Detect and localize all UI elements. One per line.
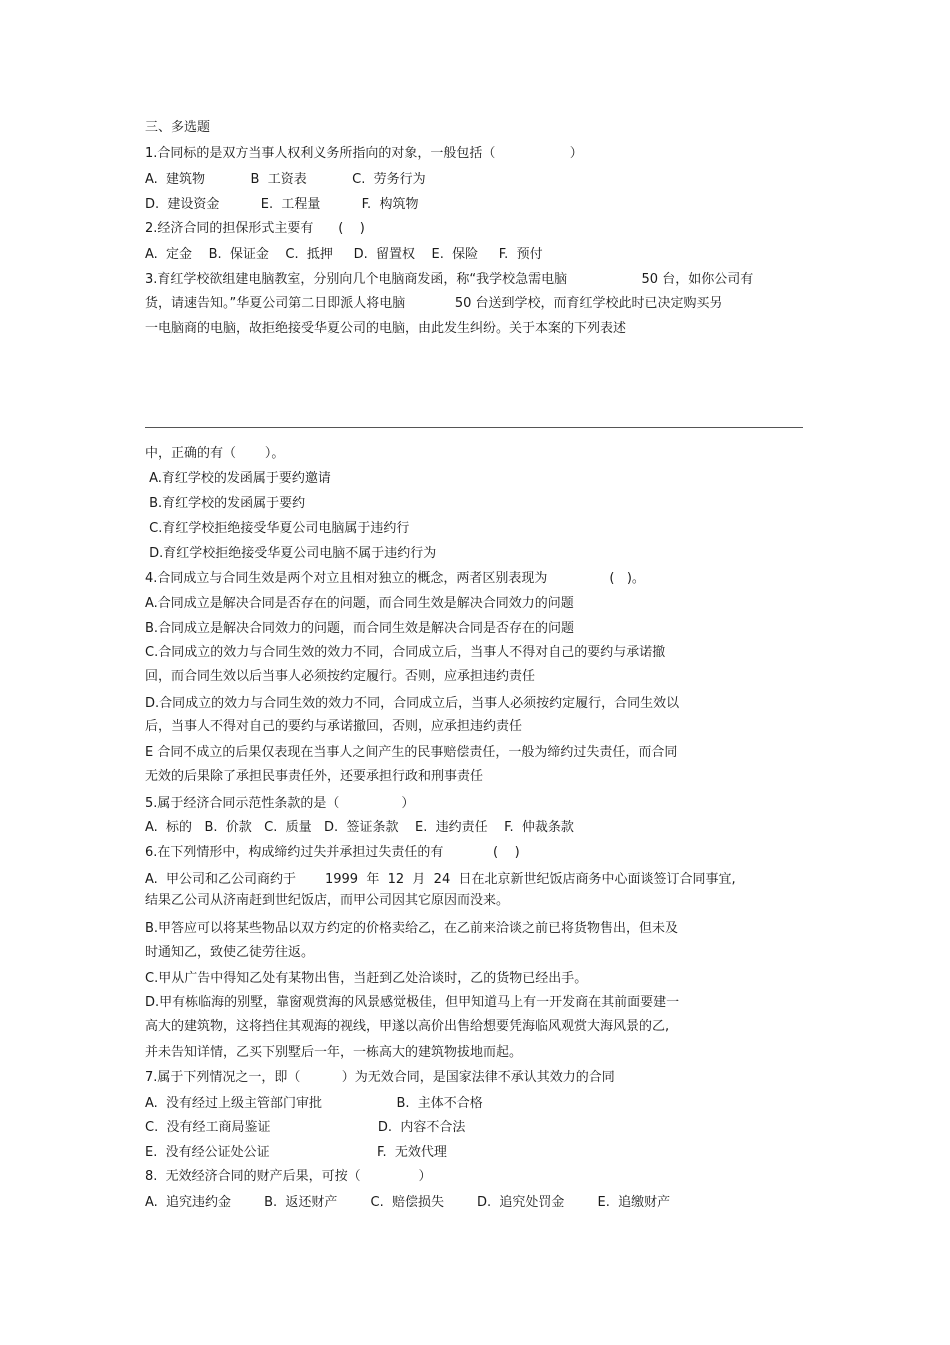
section-heading: 三、多选题: [145, 120, 211, 135]
question-4-option-d-line-1: D.合同成立的效力与合同生效的效力不同，合同成立后，当事人必须按约定履行，合同生效以: [145, 696, 680, 711]
question-1-options-row-1: A. 建筑物 B 工资表 C. 劳务行为: [145, 172, 426, 187]
question-4-option-b: B.合同成立是解决合同效力的问题，而合同生效是解决合同是否存在的问题: [145, 621, 575, 636]
question-1: 1.合同标的是双方当事人权利义务所指向的对象，一般包括（ ）: [145, 146, 583, 161]
question-3-option-a: A.育红学校的发函属于要约邀请: [145, 471, 331, 486]
question-6-option-b-line-1: B.甲答应可以将某些物品以双方约定的价格卖给乙，在乙前来洽谈之前已将货物售出，但未及: [145, 921, 679, 936]
question-7-options-row-1: A. 没有经过上级主管部门审批 B. 主体不合格: [145, 1096, 483, 1111]
question-3-option-b: B.育红学校的发函属于要约: [145, 496, 306, 511]
question-4-option-d-line-2: 后，当事人不得对自己的要约与承诺撤回，否则，应承担违约责任: [145, 719, 523, 734]
question-3-line-4: 中，正确的有（ ）。: [145, 446, 285, 461]
question-3-option-d: D.育红学校拒绝接受华夏公司电脑不属于违约行为: [145, 546, 437, 561]
question-3-option-c: C.育红学校拒绝接受华夏公司电脑属于违约行: [145, 521, 410, 536]
question-7-options-row-3: E. 没有经公证处公证 F. 无效代理: [145, 1145, 447, 1160]
question-4-option-c-line-1: C.合同成立的效力与合同生效的效力不同，合同成立后，当事人不得对自己的要约与承诺撤: [145, 645, 666, 660]
page-divider: [145, 427, 803, 428]
question-6-option-a-line-1: A. 甲公司和乙公司商约于 1999 年 12 月 24 日在北京新世纪饭店商务中心面谈签订合同事宜,: [145, 872, 736, 887]
question-2: 2.经济合同的担保形式主要有 ( ): [145, 221, 365, 236]
question-6-option-d-line-3: 并未告知详情，乙买下别墅后一年，一栋高大的建筑物拔地而起。: [145, 1045, 523, 1060]
question-8: 8. 无效经济合同的财产后果，可按（ ）: [145, 1169, 432, 1184]
question-5-options: A. 标的 B. 价款 C. 质量 D. 签证条款 E. 违约责任 F. 仲裁条款: [145, 820, 574, 835]
question-4-option-c-line-2: 回，而合同生效以后当事人必须按约定履行。否则，应承担违约责任: [145, 669, 536, 684]
question-6-option-d-line-2: 高大的建筑物，这将挡住其观海的视线，甲遂以高价出售给想要凭海临风观赏大海风景的乙,: [145, 1019, 670, 1034]
question-3-line-3: 一电脑商的电脑，故拒绝接受华夏公司的电脑，由此发生纠纷。关于本案的下列表述: [145, 321, 627, 336]
question-6-option-c: C.甲从广告中得知乙处有某物出售，当赶到乙处洽谈时，乙的货物已经出手。: [145, 971, 588, 986]
question-6-option-a-line-2: 结果乙公司从济南赶到世纪饭店，而甲公司因其它原因而没来。: [145, 893, 510, 908]
question-3-line-1: 3.育红学校欲组建电脑教室，分别向几个电脑商发函，称“我学校急需电脑 50 台，如你公司有: [145, 272, 754, 287]
question-4-option-e-line-1: E 合同不成立的后果仅表现在当事人之间产生的民事赔偿责任，一般为缔约过失责任，而合同: [145, 745, 678, 760]
question-6: 6.在下列情形中，构成缔约过失并承担过失责任的有 ( ): [145, 845, 520, 860]
question-8-options: A. 追究违约金 B. 返还财产 C. 赔偿损失 D. 追究处罚金 E. 追缴财产: [145, 1195, 671, 1210]
question-4-option-e-line-2: 无效的后果除了承担民事责任外，还要承担行政和刑事责任: [145, 769, 484, 784]
question-1-options-row-2: D. 建设资金 E. 工程量 F. 构筑物: [145, 197, 419, 212]
question-7-options-row-2: C. 没有经工商局鉴证 D. 内容不合法: [145, 1120, 466, 1135]
question-6-option-b-line-2: 时通知乙，致使乙徒劳往返。: [145, 945, 315, 960]
question-3-line-2: 货，请速告知。”华夏公司第二日即派人将电脑 50 台送到学校，而育红学校此时已决定购买另: [145, 296, 723, 311]
question-6-option-d-line-1: D.甲有栋临海的别墅，靠窗观赏海的风景感觉极佳，但甲知道马上有一开发商在其前面要建一: [145, 995, 680, 1010]
question-4: 4.合同成立与合同生效是两个对立且相对独立的概念，两者区别表现为 ( )。: [145, 571, 645, 586]
question-4-option-a: A.合同成立是解决合同是否存在的问题，而合同生效是解决合同效力的问题: [145, 596, 574, 611]
question-7: 7.属于下列情况之一，即（ ）为无效合同，是国家法律不承认其效力的合同: [145, 1070, 615, 1085]
question-5: 5.属于经济合同示范性条款的是（ ）: [145, 796, 415, 811]
question-2-options: A. 定金 B. 保证金 C. 抵押 D. 留置权 E. 保险 F. 预付: [145, 247, 543, 262]
